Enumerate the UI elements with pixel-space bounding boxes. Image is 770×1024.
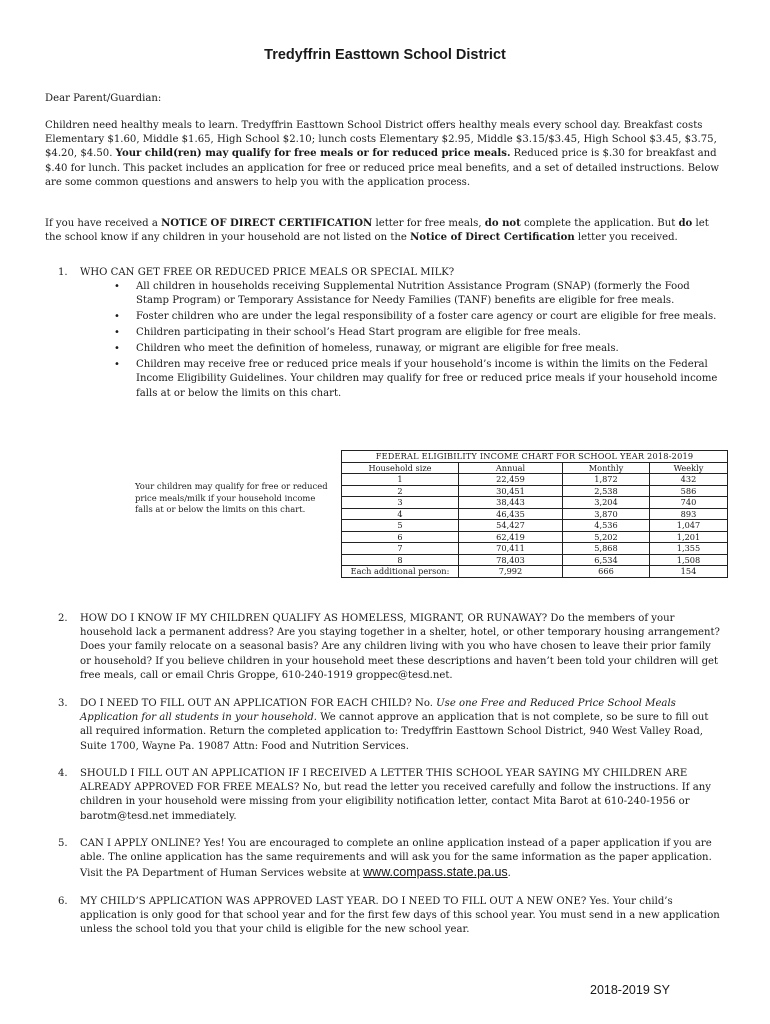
intro-text-end: Reduced price is $.30 for breakfast and $.40 for lunch. This packet includes an application for free or reduced price meal benefits, and a set of detailed instructions. Below are some common questions and answers to help you with the application process.: [45, 148, 720, 188]
question-number: 1.: [58, 267, 68, 278]
table-cell: 586: [650, 485, 728, 497]
eligibility-bullet-list: [112, 280, 722, 403]
list-item: • Children participating in their school’s Head Start program are eligible for free meals.: [112, 326, 722, 340]
table-row: [342, 531, 728, 543]
question-text: SHOULD I FILL OUT AN APPLICATION IF I RECEIVED A LETTER THIS SCHOOL YEAR SAYING MY CHILDREN ARE ALREADY APPROVED FOR FREE MEALS? No, but read the letter you received carefully and follow the instructions. If any children in your household were missing from your eligibility notification letter, contact Mita Barot at 610-240-1956 or barotm@tesd.net immediately.: [80, 768, 711, 822]
column-header: Weekly: [650, 462, 728, 474]
table-cell: 46,435: [459, 508, 563, 520]
column-header: Annual: [459, 462, 563, 474]
table-cell: 154: [650, 566, 728, 578]
table-cell: 3,870: [563, 508, 650, 520]
table-cell: 2,538: [563, 485, 650, 497]
table-row: [342, 508, 728, 520]
table-cell: 22,459: [459, 474, 563, 486]
intro-text: Children need healthy meals to learn. Tredyffrin Easttown School District offers healthy meals every school day. Breakfast costs Elementary $1.60, Middle $1.65, High School $2.10; lunch costs Elementary $2.95, Middle $3.15/$3.45, High School $3.45, $3.75, $4.20, $4.50.: [45, 120, 717, 160]
table-cell: 62,419: [459, 531, 563, 543]
question-2: [58, 612, 723, 683]
table-cell: 78,403: [459, 554, 563, 566]
question-number: 3.: [58, 698, 68, 709]
question-number: 5.: [58, 838, 68, 849]
table-caption: FEDERAL ELIGIBILITY INCOME CHART FOR SCHOOL YEAR 2018-2019: [342, 451, 728, 463]
table-row: [342, 566, 728, 578]
table-cell: 30,451: [459, 485, 563, 497]
table-cell: 54,427: [459, 520, 563, 532]
question-1: [58, 266, 723, 280]
table-cell: 1,872: [563, 474, 650, 486]
footer-school-year: 2018-2019 SY: [590, 983, 670, 997]
income-eligibility-table: [341, 450, 728, 578]
list-item: • Children may receive free or reduced price meals if your household’s income is within the limits on the Federal Income Eligibility Guidelines. Your children may qualify for free or reduced price meals if your household income falls at or below the limits on this chart.: [112, 358, 722, 401]
table-row: [342, 520, 728, 532]
table-cell: 7: [342, 543, 459, 555]
table-cell: 7,992: [459, 566, 563, 578]
table-cell: 38,443: [459, 497, 563, 509]
table-cell: 432: [650, 474, 728, 486]
list-item: • All children in households receiving Supplemental Nutrition Assistance Program (SNAP) (formerly the Food Stamp Program) or Temporary Assistance for Needy Families (TANF) benefits are eligible for free meals.: [112, 280, 722, 308]
table-cell: 70,411: [459, 543, 563, 555]
compass-website-link[interactable]: www.compass.state.pa.us: [363, 865, 508, 880]
table-cell: 666: [563, 566, 650, 578]
question-text-part: DO I NEED TO FILL OUT AN APPLICATION FOR EACH CHILD? No.: [80, 698, 437, 709]
question-text-part: We cannot approve an application that is not complete, so be sure to fill out all required information. Return the completed application to: Tredyffrin Easttown School District, 940 West Valley Road, Suite 1700, Wayne Pa. 19087 Attn: Food and Nutrition Services.: [80, 712, 709, 752]
intro-bold-text: Your child(ren) may qualify for free meals or for reduced price meals.: [115, 148, 511, 160]
greeting: Dear Parent/Guardian:: [45, 93, 162, 104]
table-row: [342, 543, 728, 555]
question-text: WHO CAN GET FREE OR REDUCED PRICE MEALS OR SPECIAL MILK?: [80, 267, 455, 278]
table-cell: 5,202: [563, 531, 650, 543]
question-text-part: CAN I APPLY ONLINE? Yes! You are encouraged to complete an online application instead of a paper application if you are able. The online application has the same requirements and will ask you for the same information as the paper application. Visit the PA Department of Human Services website at: [80, 838, 712, 880]
income-chart-side-note: Your children may qualify for free or reduced price meals/milk if your household income falls at or below the limits on this chart.: [135, 481, 328, 515]
question-number: 4.: [58, 768, 68, 779]
notice-text: If you have received a: [45, 218, 162, 229]
table-row: [342, 554, 728, 566]
question-5: [58, 837, 723, 882]
question-text: [80, 697, 723, 754]
table-cell: 1,201: [650, 531, 728, 543]
list-item: • Children who meet the definition of homeless, runaway, or migrant are eligible for free meals.: [112, 342, 722, 356]
table-cell: 1: [342, 474, 459, 486]
intro-paragraph: [45, 119, 721, 190]
question-number: 2.: [58, 613, 68, 624]
list-item: • Foster children who are under the legal responsibility of a foster care agency or court are eligible for free meals.: [112, 310, 722, 324]
table-cell: 8: [342, 554, 459, 566]
notice-bold: NOTICE OF DIRECT CERTIFICATION: [161, 218, 373, 229]
table-row: [342, 474, 728, 486]
table-cell: 3,204: [563, 497, 650, 509]
question-text: HOW DO I KNOW IF MY CHILDREN QUALIFY AS HOMELESS, MIGRANT, OR RUNAWAY? Do the members of your household lack a permanent address? Are you staying together in a shelter, hotel, or other temporary housing arrangement? Does your family relocate on a seasonal basis? Are any children living with you who have chosen to leave their prior family or household? If you believe children in your household meet these descriptions and haven’t been told your children will get free meals, call or email Chris Groppe, 610-240-1919 groppec@tesd.net.: [80, 613, 720, 681]
table-cell: 740: [650, 497, 728, 509]
column-header: Monthly: [563, 462, 650, 474]
table-cell: 893: [650, 508, 728, 520]
question-text: MY CHILD’S APPLICATION WAS APPROVED LAST YEAR. DO I NEED TO FILL OUT A NEW ONE? Yes. Your child’s application is only good for that school year and for the first few days of this school year. You must send in a new application unless the school told you that your child is eligible for the new school year.: [80, 896, 720, 936]
column-header: Household size: [342, 462, 459, 474]
question-text-italic: Use one Free and Reduced Price School Meals Application for all students in your household.: [80, 698, 676, 724]
notice-bold: Notice of Direct Certification: [410, 232, 575, 244]
table-row: [342, 485, 728, 497]
table-cell: 1,355: [650, 543, 728, 555]
question-number: 6.: [58, 896, 68, 907]
question-text-part: .: [507, 868, 511, 880]
notice-text: let the school know if any children in your household are not listed on the: [45, 218, 709, 244]
question-text: [80, 837, 723, 882]
document-title: Tredyffrin Easttown School District: [264, 47, 506, 63]
direct-certification-notice: [45, 217, 721, 245]
table-cell: 2: [342, 485, 459, 497]
table-cell: 4,536: [563, 520, 650, 532]
table-cell: Each additional person:: [342, 566, 459, 578]
table-cell: 5: [342, 520, 459, 532]
table-cell: 1,047: [650, 520, 728, 532]
question-3: [58, 697, 723, 754]
table-cell: 4: [342, 508, 459, 520]
notice-text: letter you received.: [574, 232, 678, 244]
table-cell: 5,868: [563, 543, 650, 555]
question-6: [58, 895, 723, 938]
notice-text: complete the application. But: [520, 218, 679, 229]
table-cell: 6,534: [563, 554, 650, 566]
notice-text: letter for free meals,: [372, 218, 485, 229]
notice-bold: do: [678, 218, 693, 229]
table-header-row: [342, 462, 728, 474]
table-cell: 1,508: [650, 554, 728, 566]
table-cell: 3: [342, 497, 459, 509]
table-cell: 6: [342, 531, 459, 543]
notice-bold: do not: [484, 218, 521, 229]
table-row: [342, 497, 728, 509]
question-4: [58, 767, 723, 824]
table-caption-row: [342, 451, 728, 463]
